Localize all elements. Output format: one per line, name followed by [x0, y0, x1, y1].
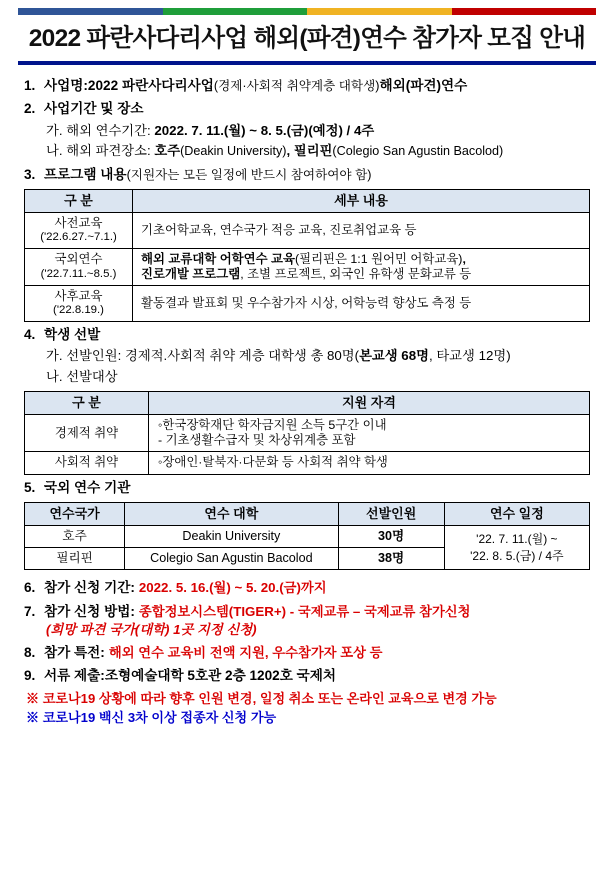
footnote-star-1: ※ — [26, 691, 43, 707]
footnote-text-2: 코로나19 백신 3차 이상 접종자 신청 가능 — [42, 710, 277, 726]
color-segment-red — [452, 8, 597, 15]
eligibility-cell-qualification-2: ◦장애인·탈북자·다문화 등 사회적 취약 학생 — [149, 452, 590, 474]
program-division-date-3: ('22.8.19.) — [53, 304, 104, 317]
program-cell-division-1 — [25, 212, 133, 248]
application-period-value: 2022. 5. 16.(월) ~ 5. 20.(금)까지 — [138, 580, 327, 596]
inst-header-schedule: 연수 일정 — [444, 502, 589, 525]
inst-count-1 — [338, 525, 444, 547]
inst-header-count: 선발인원 — [338, 502, 444, 525]
section-benefits — [24, 646, 590, 660]
table-row — [25, 248, 590, 285]
section-application-method — [24, 605, 590, 637]
program-detail-2-line1 — [141, 252, 585, 267]
section-document-submission — [24, 669, 590, 683]
section-number-6: 6. — [24, 580, 36, 596]
section-application-period — [24, 581, 590, 595]
program-detail-2-tail: , 조별 프로젝트, 외국인 유학생 문화교류 등 — [240, 266, 472, 281]
program-division-date-2: ('22.7.11.~8.5.) — [40, 267, 117, 280]
program-cell-detail-2 — [133, 248, 590, 285]
eligibility-cell-division-2: 사회적 취약 — [25, 452, 149, 474]
dispatch-place-ph: , 필리핀 — [286, 143, 333, 159]
section-institutions — [24, 481, 590, 571]
dispatch-place-au: 호주 — [154, 143, 181, 159]
section-business-name — [24, 79, 590, 93]
table-row — [25, 415, 590, 452]
program-detail-2-comma: , — [462, 251, 466, 266]
section-label-2: 사업기간 및 장소 — [44, 101, 144, 117]
section-number-5: 5. — [24, 479, 36, 495]
title-box — [18, 15, 596, 65]
section-label-6: 참가 신청 기간: — [44, 580, 135, 596]
section-label-4: 학생 선발 — [44, 327, 101, 343]
overseas-period-value: 2022. 7. 11.(월) ~ 8. 5.(금)(예정) / 4주 — [154, 122, 375, 138]
table-row — [25, 525, 590, 547]
eligibility-1-line1: ◦한국장학재단 학자금지원 소득 5구간 이내 — [158, 418, 387, 433]
overseas-period-key: 가. 해외 연수기간: — [46, 122, 155, 138]
document-body — [18, 65, 596, 725]
section-label-9: 서류 제출: — [44, 668, 105, 684]
program-detail-2-line2 — [141, 267, 585, 282]
section-number-9: 9. — [24, 668, 36, 684]
program-cell-division-2 — [25, 248, 133, 285]
color-segment-green — [163, 8, 308, 15]
color-segment-blue — [18, 8, 163, 15]
document-header — [18, 0, 596, 65]
inst-university-1: Deakin University — [125, 525, 338, 547]
business-name-main: 2022 파란사다리사업 — [87, 78, 214, 93]
section-number-2: 2. — [24, 101, 36, 117]
inst-schedule-line1: '22. 7. 11.(월) ~ — [476, 532, 558, 547]
section-program — [24, 168, 590, 322]
overseas-period-line — [46, 124, 590, 138]
section-label-7: 참가 신청 방법: — [44, 603, 135, 619]
section-student-selection — [24, 328, 590, 474]
eligibility-1-line2: - 기초생활수급자 및 차상위계층 포함 — [158, 433, 356, 448]
section-number-3: 3. — [24, 166, 36, 182]
section-label-8: 참가 특전: — [44, 644, 105, 660]
benefits-value: 해외 연수 교육비 전액 지원, 우수참가자 포상 등 — [108, 644, 383, 660]
program-detail-2-bold2: 진로개발 프로그램 — [141, 266, 241, 281]
program-detail-2-paren: (필리핀은 1:1 원어민 어학교육) — [294, 251, 463, 266]
table-row-header — [25, 502, 590, 525]
application-method-value: 종합정보시스템(TIGER+) - 국제교류 – 국제교류 참가신청 — [138, 603, 471, 619]
footnote-covid-change — [26, 692, 590, 706]
eligibility-header-division: 구 분 — [25, 392, 149, 415]
program-header-division: 구 분 — [25, 189, 133, 212]
section-number-4: 4. — [24, 327, 36, 343]
selection-count-post: , 타교생 12명) — [428, 348, 511, 364]
dispatch-place-ph-univ: (Colegio San Agustin Bacolod) — [332, 144, 504, 159]
table-row-header — [25, 392, 590, 415]
application-method-note: (희망 파견 국가(대학) 1곳 지정 신청) — [46, 621, 257, 637]
dispatch-place-key: 나. 해외 파견장소: — [46, 143, 155, 159]
table-eligibility — [24, 391, 590, 474]
inst-country-2: 필리핀 — [25, 548, 125, 570]
inst-count-2 — [338, 548, 444, 570]
program-cell-detail-1: 기초어학교육, 연수국가 적응 교육, 진로취업교육 등 — [133, 212, 590, 248]
program-detail-2-bold1: 해외 교류대학 어학연수 교육 — [141, 251, 295, 266]
inst-header-country: 연수국가 — [25, 502, 125, 525]
business-name-paren: (경제·사회적 취약계층 대학생) — [213, 79, 380, 93]
footnote-text-1: 코로나19 상황에 따라 향후 인원 변경, 일정 취소 또는 온라인 교육으로 변경 가능 — [42, 691, 497, 707]
section-number-7: 7. — [24, 603, 36, 619]
section-number-8: 8. — [24, 644, 36, 660]
program-division-name-3: 사후교육 — [54, 289, 103, 304]
program-cell-division-3 — [25, 286, 133, 322]
table-program — [24, 189, 590, 322]
table-row — [25, 212, 590, 248]
footnote-star-2: ※ — [26, 710, 43, 726]
selection-target-key: 나. 선발대상 — [46, 369, 118, 385]
selection-count-key: 가. 선발인원: — [46, 348, 126, 364]
table-row-header — [25, 189, 590, 212]
section-label-1: 사업명: — [44, 78, 88, 93]
eligibility-header-qualification: 지원 자격 — [149, 392, 590, 415]
program-header-detail: 세부 내용 — [133, 189, 590, 212]
program-division-name-1: 사전교육 — [54, 215, 103, 230]
inst-schedule-line2: '22. 8. 5.(금) / 4주 — [470, 548, 564, 563]
dispatch-place-line — [46, 144, 590, 158]
selection-count-bold: 본교생 68명 — [359, 348, 429, 364]
page-title: 2022 파란사다리사업 해외(파견)연수 참가자 모집 안내 — [28, 25, 586, 52]
section-label-3-paren: (지원자는 모든 일정에 반드시 참여하여야 함) — [126, 167, 372, 182]
color-segment-yellow — [307, 8, 452, 15]
selection-count-pre: 경제적.사회적 취약 계층 대학생 총 80명( — [125, 348, 360, 364]
selection-count-line — [46, 349, 590, 363]
business-name-post: 해외(파견)연수 — [379, 78, 468, 93]
table-row — [25, 452, 590, 474]
section-label-3: 프로그램 내용 — [44, 166, 127, 182]
program-division-name-2: 국외연수 — [54, 252, 103, 267]
inst-schedule — [444, 525, 589, 570]
inst-university-2: Colegio San Agustin Bacolod — [125, 548, 338, 570]
inst-count-1-value: 30명 — [378, 528, 405, 543]
dispatch-place-au-univ: (Deakin University) — [180, 144, 287, 159]
inst-country-1: 호주 — [25, 525, 125, 547]
section-period-place — [24, 102, 590, 158]
section-label-5: 국외 연수 기관 — [44, 479, 131, 495]
inst-header-university: 연수 대학 — [125, 502, 338, 525]
document-submission-value: 조형예술대학 5호관 2층 1202호 국제처 — [104, 668, 337, 684]
footnote-vaccine — [26, 711, 590, 725]
selection-target-line — [46, 370, 590, 384]
section-number-1: 1. — [24, 78, 36, 93]
table-row — [25, 286, 590, 322]
table-institutions — [24, 502, 590, 571]
header-color-bar — [18, 8, 596, 15]
program-division-date-1: ('22.6.27.~7.1.) — [40, 230, 117, 243]
eligibility-cell-division-1: 경제적 취약 — [25, 415, 149, 452]
program-cell-detail-3: 활동결과 발표회 및 우수참가자 시상, 어학능력 향상도 측정 등 — [133, 286, 590, 322]
eligibility-cell-qualification-1 — [149, 415, 590, 452]
inst-count-2-value: 38명 — [378, 551, 405, 566]
